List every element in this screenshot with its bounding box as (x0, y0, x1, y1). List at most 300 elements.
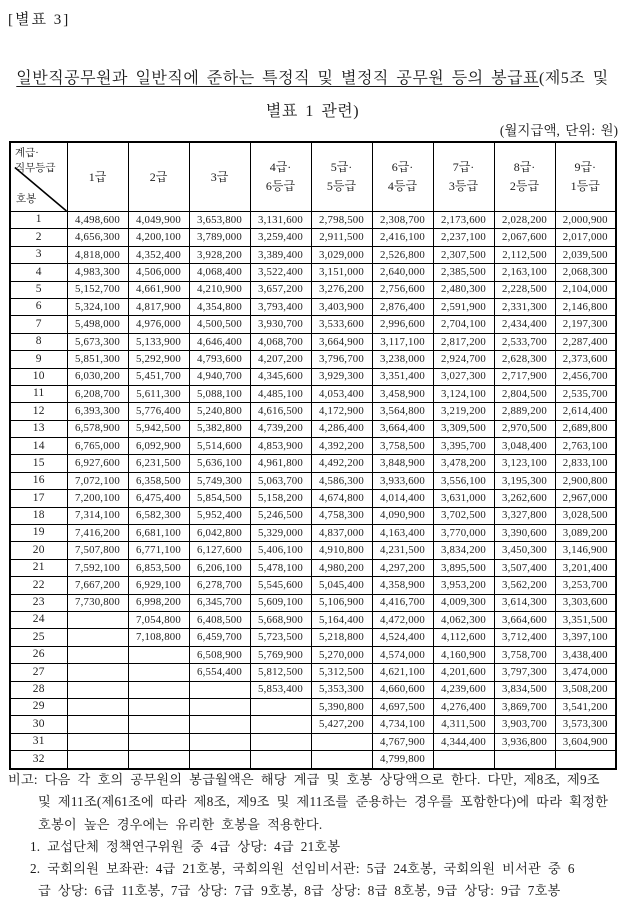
salary-cell: 3,262,600 (494, 490, 555, 507)
salary-cell: 5,812,500 (250, 664, 311, 681)
salary-cell: 3,219,200 (433, 403, 494, 420)
step-number: 5 (10, 281, 67, 298)
salary-cell: 3,450,300 (494, 542, 555, 559)
salary-cell (555, 751, 616, 769)
step-number: 11 (10, 385, 67, 402)
step-number: 15 (10, 455, 67, 472)
salary-cell: 3,758,700 (494, 646, 555, 663)
step-number: 2 (10, 229, 67, 246)
salary-cell: 5,329,000 (250, 525, 311, 542)
salary-cell: 3,664,900 (311, 333, 372, 350)
salary-cell: 5,854,500 (189, 490, 250, 507)
salary-cell: 3,653,800 (189, 212, 250, 229)
salary-cell: 3,390,600 (494, 525, 555, 542)
salary-cell: 4,586,300 (311, 472, 372, 489)
salary-cell: 3,929,300 (311, 368, 372, 385)
step-number: 9 (10, 351, 67, 368)
step-number: 32 (10, 751, 67, 769)
step-number: 29 (10, 698, 67, 715)
salary-cell: 3,541,200 (555, 698, 616, 715)
salary-cell: 6,278,700 (189, 577, 250, 594)
step-number: 28 (10, 681, 67, 698)
salary-cell: 3,953,200 (433, 577, 494, 594)
salary-cell (128, 733, 189, 750)
salary-cell: 6,998,200 (128, 594, 189, 611)
salary-cell: 4,231,500 (372, 542, 433, 559)
column-header: 5급· 5등급 (311, 142, 372, 212)
salary-cell: 5,158,200 (250, 490, 311, 507)
salary-cell: 4,500,500 (189, 316, 250, 333)
salary-cell: 2,900,800 (555, 472, 616, 489)
salary-cell: 3,146,900 (555, 542, 616, 559)
salary-cell: 3,664,600 (494, 611, 555, 628)
salary-cell: 3,712,400 (494, 629, 555, 646)
salary-cell: 4,112,600 (433, 629, 494, 646)
salary-cell: 6,092,900 (128, 438, 189, 455)
salary-cell: 2,068,300 (555, 264, 616, 281)
table-row (10, 611, 616, 628)
salary-cell: 4,201,600 (433, 664, 494, 681)
salary-cell: 4,980,200 (311, 559, 372, 576)
salary-cell: 3,395,700 (433, 438, 494, 455)
salary-cell: 2,434,400 (494, 316, 555, 333)
salary-cell: 3,869,700 (494, 698, 555, 715)
salary-cell: 4,524,400 (372, 629, 433, 646)
salary-cell: 2,385,500 (433, 264, 494, 281)
column-header: 6급· 4등급 (372, 142, 433, 212)
salary-cell: 6,030,200 (67, 368, 128, 385)
salary-cell: 4,311,500 (433, 716, 494, 733)
salary-cell: 3,117,100 (372, 333, 433, 350)
salary-cell (311, 751, 372, 769)
salary-cell: 5,246,500 (250, 507, 311, 524)
salary-cell: 7,592,100 (67, 559, 128, 576)
step-number: 14 (10, 438, 67, 455)
salary-cell: 2,237,100 (433, 229, 494, 246)
salary-cell: 3,562,200 (494, 577, 555, 594)
salary-cell: 4,062,300 (433, 611, 494, 628)
salary-cell: 4,416,700 (372, 594, 433, 611)
salary-cell: 3,793,400 (250, 298, 311, 315)
salary-cell: 4,492,200 (311, 455, 372, 472)
salary-cell: 5,240,800 (189, 403, 250, 420)
step-number: 19 (10, 525, 67, 542)
salary-cell: 3,397,100 (555, 629, 616, 646)
salary-cell: 2,163,100 (494, 264, 555, 281)
salary-cell: 4,297,200 (372, 559, 433, 576)
salary-cell: 6,681,100 (128, 525, 189, 542)
salary-cell: 3,936,800 (494, 733, 555, 750)
table-row (10, 438, 616, 455)
salary-cell: 3,351,500 (555, 611, 616, 628)
table-row (10, 385, 616, 402)
salary-cell: 2,833,100 (555, 455, 616, 472)
table-row (10, 525, 616, 542)
salary-cell: 3,508,200 (555, 681, 616, 698)
salary-cell: 3,048,400 (494, 438, 555, 455)
salary-cell: 3,507,400 (494, 559, 555, 576)
salary-cell: 3,556,100 (433, 472, 494, 489)
salary-cell: 3,303,600 (555, 594, 616, 611)
note-line: 급 상당: 6급 11호봉, 7급 상당: 7급 9호봉, 8급 상당: 8급 8호봉, 9급 상당: 9급 7호봉 (38, 883, 561, 899)
salary-cell: 2,416,100 (372, 229, 433, 246)
salary-cell: 2,763,100 (555, 438, 616, 455)
table-row (10, 664, 616, 681)
salary-cell: 2,228,500 (494, 281, 555, 298)
salary-cell: 4,660,600 (372, 681, 433, 698)
salary-cell: 3,789,000 (189, 229, 250, 246)
salary-cell (128, 751, 189, 769)
salary-cell: 5,045,400 (311, 577, 372, 594)
salary-cell: 3,930,700 (250, 316, 311, 333)
salary-cell: 4,160,900 (433, 646, 494, 663)
salary-cell: 4,661,900 (128, 281, 189, 298)
table-row (10, 542, 616, 559)
table-row (10, 472, 616, 489)
salary-cell: 2,112,500 (494, 246, 555, 263)
salary-cell: 3,403,900 (311, 298, 372, 315)
salary-cell: 6,393,300 (67, 403, 128, 420)
step-number: 25 (10, 629, 67, 646)
salary-cell: 7,108,800 (128, 629, 189, 646)
salary-cell: 4,616,500 (250, 403, 311, 420)
table-row (10, 212, 616, 229)
column-header: 7급· 3등급 (433, 142, 494, 212)
salary-cell: 3,474,000 (555, 664, 616, 681)
salary-cell: 4,739,200 (250, 420, 311, 437)
salary-cell (189, 698, 250, 715)
salary-cell (250, 751, 311, 769)
step-number: 8 (10, 333, 67, 350)
salary-cell: 2,146,800 (555, 298, 616, 315)
salary-cell: 4,210,900 (189, 281, 250, 298)
salary-cell: 2,591,900 (433, 298, 494, 315)
salary-cell: 5,382,800 (189, 420, 250, 437)
salary-cell: 2,039,500 (555, 246, 616, 263)
salary-cell (311, 733, 372, 750)
salary-cell: 6,408,500 (189, 611, 250, 628)
salary-cell: 6,208,700 (67, 385, 128, 402)
step-number: 27 (10, 664, 67, 681)
salary-cell: 4,734,100 (372, 716, 433, 733)
table-row (10, 281, 616, 298)
salary-cell: 2,876,400 (372, 298, 433, 315)
salary-cell: 2,480,300 (433, 281, 494, 298)
table-row (10, 594, 616, 611)
salary-cell (67, 629, 128, 646)
salary-cell: 2,817,200 (433, 333, 494, 350)
table-row (10, 507, 616, 524)
salary-cell: 5,942,500 (128, 420, 189, 437)
table-row (10, 559, 616, 576)
column-header: 2급 (128, 142, 189, 212)
note-line: 1. 교섭단체 정책연구위원 중 4급 상당: 4급 21호봉 (30, 838, 341, 854)
salary-cell: 4,983,300 (67, 264, 128, 281)
salary-cell (128, 681, 189, 698)
salary-cell: 4,345,600 (250, 368, 311, 385)
salary-cell: 7,054,800 (128, 611, 189, 628)
salary-cell: 6,206,100 (189, 559, 250, 576)
salary-cell: 4,200,100 (128, 229, 189, 246)
salary-cell (189, 681, 250, 698)
salary-cell: 2,996,600 (372, 316, 433, 333)
salary-cell: 3,478,200 (433, 455, 494, 472)
salary-cell: 5,545,600 (250, 577, 311, 594)
salary-cell: 3,834,200 (433, 542, 494, 559)
salary-cell: 3,834,500 (494, 681, 555, 698)
salary-cell: 4,818,000 (67, 246, 128, 263)
table-row (10, 716, 616, 733)
salary-cell: 3,533,600 (311, 316, 372, 333)
salary-cell: 6,582,300 (128, 507, 189, 524)
salary-cell: 3,933,600 (372, 472, 433, 489)
title-line2: 별표 1 관련) (265, 103, 360, 120)
salary-cell: 2,308,700 (372, 212, 433, 229)
title-suffix-text: (제5조 및 (539, 70, 609, 87)
salary-cell: 5,673,300 (67, 333, 128, 350)
salary-cell: 5,478,100 (250, 559, 311, 576)
salary-cell: 4,498,600 (67, 212, 128, 229)
salary-cell: 3,564,800 (372, 403, 433, 420)
salary-cell: 5,776,400 (128, 403, 189, 420)
salary-cell: 2,067,600 (494, 229, 555, 246)
salary-cell: 4,352,400 (128, 246, 189, 263)
salary-cell: 5,063,700 (250, 472, 311, 489)
salary-cell: 5,390,800 (311, 698, 372, 715)
note-line: 비고: 다음 각 호의 공무원의 봉급월액은 해당 계급 및 호봉 상당액으로 한다. 다만, 제8조, 제9조 (8, 772, 600, 787)
salary-cell: 5,133,900 (128, 333, 189, 350)
salary-cell: 5,218,800 (311, 629, 372, 646)
step-number: 21 (10, 559, 67, 576)
salary-cell: 3,259,400 (250, 229, 311, 246)
salary-cell: 2,704,100 (433, 316, 494, 333)
salary-cell: 5,723,500 (250, 629, 311, 646)
unit-note: (월지급액, 단위: 원) (499, 123, 618, 138)
salary-cell: 2,456,700 (555, 368, 616, 385)
salary-cell: 5,312,500 (311, 664, 372, 681)
step-number: 31 (10, 733, 67, 750)
salary-cell: 3,195,300 (494, 472, 555, 489)
note-line: 2. 국회의원 보좌관: 4급 21호봉, 국회의원 선임비서관: 5급 24호봉, 국회의원 비서관 중 6 (30, 861, 575, 877)
salary-cell (67, 751, 128, 769)
table-row (10, 246, 616, 263)
table-row (10, 646, 616, 663)
step-number: 13 (10, 420, 67, 437)
salary-cell: 3,657,200 (250, 281, 311, 298)
salary-cell: 4,910,800 (311, 542, 372, 559)
salary-cell: 2,628,300 (494, 351, 555, 368)
salary-cell: 5,749,300 (189, 472, 250, 489)
salary-cell: 3,351,400 (372, 368, 433, 385)
salary-cell: 5,498,000 (67, 316, 128, 333)
salary-cell: 3,027,300 (433, 368, 494, 385)
table-row (10, 698, 616, 715)
salary-cell: 7,507,800 (67, 542, 128, 559)
step-number: 6 (10, 298, 67, 315)
salary-cell: 3,895,500 (433, 559, 494, 576)
salary-cell: 3,151,000 (311, 264, 372, 281)
salary-cell: 4,068,700 (250, 333, 311, 350)
salary-cell: 3,438,400 (555, 646, 616, 663)
salary-cell: 4,656,300 (67, 229, 128, 246)
salary-cell (250, 733, 311, 750)
salary-cell: 2,526,800 (372, 246, 433, 263)
table-row (10, 298, 616, 315)
salary-cell (67, 698, 128, 715)
salary-cell: 3,238,000 (372, 351, 433, 368)
table-row (10, 490, 616, 507)
salary-cell: 3,253,700 (555, 577, 616, 594)
note-line: 및 제11조(제61조에 따라 제8조, 제9조 및 제11조를 준용하는 경우를 포함한다)에 따라 획정한 (38, 794, 609, 810)
salary-cell: 2,017,000 (555, 229, 616, 246)
table-row (10, 455, 616, 472)
salary-cell: 3,631,000 (433, 490, 494, 507)
table-row (10, 420, 616, 437)
table-row (10, 316, 616, 333)
salary-cell: 3,131,600 (250, 212, 311, 229)
salary-cell: 4,276,400 (433, 698, 494, 715)
salary-cell: 6,127,600 (189, 542, 250, 559)
salary-cell: 6,765,000 (67, 438, 128, 455)
table-row (10, 351, 616, 368)
salary-cell: 6,345,700 (189, 594, 250, 611)
salary-cell: 7,730,800 (67, 594, 128, 611)
salary-cell (189, 733, 250, 750)
salary-cell: 2,533,700 (494, 333, 555, 350)
salary-cell: 6,554,400 (189, 664, 250, 681)
salary-cell (67, 681, 128, 698)
salary-cell (67, 664, 128, 681)
salary-cell: 3,276,200 (311, 281, 372, 298)
salary-cell (250, 698, 311, 715)
salary-cell: 6,508,900 (189, 646, 250, 663)
salary-cell: 2,911,500 (311, 229, 372, 246)
salary-cell: 4,286,400 (311, 420, 372, 437)
salary-cell: 3,458,900 (372, 385, 433, 402)
salary-cell: 2,967,000 (555, 490, 616, 507)
salary-cell: 3,664,400 (372, 420, 433, 437)
salary-cell: 5,514,600 (189, 438, 250, 455)
salary-cell: 5,164,400 (311, 611, 372, 628)
step-number: 30 (10, 716, 67, 733)
salary-cell: 2,889,200 (494, 403, 555, 420)
salary-cell: 2,717,900 (494, 368, 555, 385)
salary-cell: 4,793,600 (189, 351, 250, 368)
salary-cell: 3,309,500 (433, 420, 494, 437)
salary-cell: 3,903,700 (494, 716, 555, 733)
salary-cell (250, 716, 311, 733)
salary-cell: 3,029,000 (311, 246, 372, 263)
salary-cell: 6,929,100 (128, 577, 189, 594)
salary-cell: 5,668,900 (250, 611, 311, 628)
salary-cell: 4,053,400 (311, 385, 372, 402)
salary-cell: 2,373,600 (555, 351, 616, 368)
salary-cell (67, 611, 128, 628)
corner-label-step: 호봉 (16, 193, 37, 205)
salary-cell: 4,853,900 (250, 438, 311, 455)
salary-cell: 4,392,200 (311, 438, 372, 455)
step-number: 23 (10, 594, 67, 611)
salary-cell: 7,416,200 (67, 525, 128, 542)
salary-cell (67, 733, 128, 750)
salary-cell: 6,853,500 (128, 559, 189, 576)
salary-cell: 5,609,100 (250, 594, 311, 611)
salary-cell: 4,472,000 (372, 611, 433, 628)
salary-cell: 6,927,600 (67, 455, 128, 472)
salary-cell: 4,009,300 (433, 594, 494, 611)
salary-cell: 5,952,400 (189, 507, 250, 524)
salary-cell: 4,090,900 (372, 507, 433, 524)
table-row (10, 264, 616, 281)
salary-cell: 3,702,500 (433, 507, 494, 524)
table-row (10, 577, 616, 594)
salary-cell: 4,621,100 (372, 664, 433, 681)
salary-cell: 4,574,000 (372, 646, 433, 663)
table-row (10, 368, 616, 385)
salary-cell: 5,292,900 (128, 351, 189, 368)
salary-cell: 2,756,600 (372, 281, 433, 298)
salary-cell: 6,771,100 (128, 542, 189, 559)
step-number: 26 (10, 646, 67, 663)
column-header: 1급 (67, 142, 128, 212)
salary-cell: 3,770,000 (433, 525, 494, 542)
salary-cell: 4,163,400 (372, 525, 433, 542)
step-number: 17 (10, 490, 67, 507)
corner-label-grade: 계급· 직무등급 (15, 148, 56, 175)
salary-cell: 5,152,700 (67, 281, 128, 298)
salary-cell: 4,646,400 (189, 333, 250, 350)
salary-cell: 5,451,700 (128, 368, 189, 385)
table-header-row (10, 142, 616, 212)
salary-cell (128, 646, 189, 663)
column-header: 4급· 6등급 (250, 142, 311, 212)
salary-cell: 2,197,300 (555, 316, 616, 333)
step-number: 10 (10, 368, 67, 385)
salary-cell: 3,573,300 (555, 716, 616, 733)
salary-cell: 6,459,700 (189, 629, 250, 646)
salary-cell: 4,172,900 (311, 403, 372, 420)
salary-cell: 2,535,700 (555, 385, 616, 402)
salary-cell (128, 716, 189, 733)
salary-cell: 7,667,200 (67, 577, 128, 594)
salary-cell: 5,611,300 (128, 385, 189, 402)
salary-cell: 2,798,500 (311, 212, 372, 229)
salary-cell: 5,851,300 (67, 351, 128, 368)
salary-cell: 5,353,300 (311, 681, 372, 698)
salary-cell: 4,758,300 (311, 507, 372, 524)
salary-cell: 3,797,300 (494, 664, 555, 681)
salary-cell: 4,697,500 (372, 698, 433, 715)
salary-cell: 5,270,000 (311, 646, 372, 663)
table-row (10, 629, 616, 646)
salary-cell: 2,331,300 (494, 298, 555, 315)
salary-cell: 2,614,400 (555, 403, 616, 420)
note-line: 호봉이 높은 경우에는 유리한 호봉을 적용한다. (38, 816, 323, 832)
salary-cell: 3,389,400 (250, 246, 311, 263)
corner-header-cell (10, 142, 67, 212)
table-row (10, 733, 616, 750)
salary-cell: 2,970,500 (494, 420, 555, 437)
salary-cell: 3,522,400 (250, 264, 311, 281)
salary-cell: 2,924,700 (433, 351, 494, 368)
step-number: 16 (10, 472, 67, 489)
column-header: 3급 (189, 142, 250, 212)
column-header: 9급· 1등급 (555, 142, 616, 212)
salary-cell: 4,817,900 (128, 298, 189, 315)
salary-cell: 5,324,100 (67, 298, 128, 315)
step-number: 22 (10, 577, 67, 594)
step-number: 20 (10, 542, 67, 559)
